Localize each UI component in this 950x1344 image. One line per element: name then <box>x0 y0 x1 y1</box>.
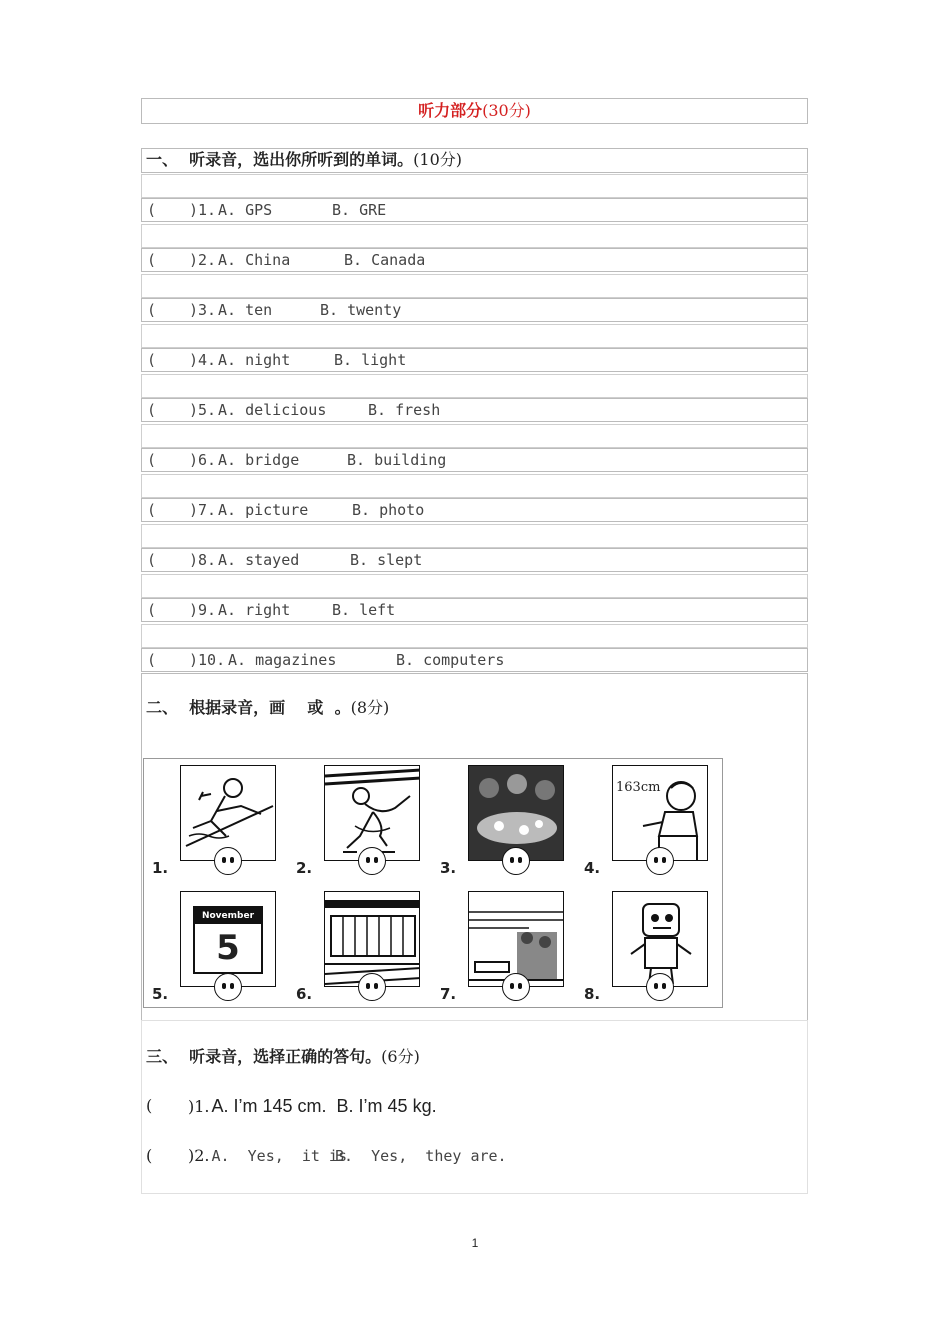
option-a: A. picture <box>218 501 309 519</box>
row-spacer <box>141 374 808 398</box>
question-row <box>141 198 808 222</box>
picture-item-7 <box>432 885 572 1005</box>
item-number: )6. <box>189 451 217 469</box>
picture-item-3 <box>432 759 572 879</box>
option-a: A. I’m 145 cm. <box>211 1096 327 1116</box>
picture-label: 8. <box>584 985 601 1003</box>
row-spacer <box>141 424 808 448</box>
option-a: A. magazines <box>228 651 337 669</box>
row-spacer <box>141 274 808 298</box>
part1-heading <box>146 149 462 171</box>
question-row <box>141 348 808 372</box>
item-number: )1. <box>188 1097 210 1116</box>
part2-heading <box>146 697 389 719</box>
question-row <box>141 648 808 672</box>
option-a: A. Yes, it is <box>211 1147 347 1165</box>
item-number: )1. <box>189 201 217 219</box>
face-icon[interactable] <box>502 973 530 1001</box>
question-row <box>141 548 808 572</box>
picture-item-8 <box>576 885 716 1005</box>
option-a: A. GPS <box>218 201 273 219</box>
answer-blank[interactable]: ( <box>147 451 157 469</box>
part2-points: (8分) <box>350 698 390 717</box>
option-a: A. delicious <box>218 401 327 419</box>
item-number: )9. <box>189 601 217 619</box>
option-b: B. left <box>332 601 396 619</box>
face-icon[interactable] <box>358 973 386 1001</box>
section-title <box>141 98 808 124</box>
option-b: B. photo <box>352 501 425 519</box>
section-title-text: 听力部分 <box>418 101 483 120</box>
picture-item-6 <box>288 885 428 1005</box>
option-b: B. twenty <box>320 301 402 319</box>
answer-blank[interactable]: ( <box>147 201 157 219</box>
item-number: )4. <box>189 351 217 369</box>
picture-label: 1. <box>152 859 169 877</box>
picture-label: 6. <box>296 985 313 1003</box>
part1-heading-text: 一、 听录音，选出你所听到的单词。 <box>146 150 414 169</box>
option-b: B. GRE <box>332 201 387 219</box>
answer-blank[interactable]: ( <box>147 601 157 619</box>
option-b: B. computers <box>396 651 505 669</box>
option-b: B. building <box>347 451 447 469</box>
item-number: )7. <box>189 501 217 519</box>
option-b: B. I’m 45 kg. <box>336 1096 437 1116</box>
question-row <box>141 248 808 272</box>
calendar-day: 5 <box>216 928 240 968</box>
option-a: A. right <box>218 601 291 619</box>
row-spacer <box>141 524 808 548</box>
item-number: )3. <box>189 301 217 319</box>
picture-item-1 <box>144 759 284 879</box>
item-number: )2. <box>188 1146 210 1165</box>
part2-heading-text: 二、 根据录音，画 或 。 <box>146 698 351 717</box>
answer-blank[interactable]: ( <box>147 651 157 669</box>
option-a: A. China <box>218 251 291 269</box>
item-number: )10. <box>189 651 226 669</box>
row-spacer <box>141 624 808 648</box>
picture-grid <box>143 758 723 1008</box>
part3-heading <box>146 1046 420 1068</box>
face-icon[interactable] <box>358 847 386 875</box>
answer-blank[interactable]: ( <box>147 401 157 419</box>
picture-item-5 <box>144 885 284 1005</box>
answer-blank[interactable]: ( <box>146 1096 153 1115</box>
option-a: A. bridge <box>218 451 300 469</box>
row-spacer <box>141 174 808 198</box>
option-a: A. stayed <box>218 551 300 569</box>
picture-item-2 <box>288 759 428 879</box>
answer-blank[interactable]: ( <box>147 251 157 269</box>
question-row <box>141 498 808 522</box>
question-row <box>141 398 808 422</box>
row-spacer <box>141 224 808 248</box>
part1-points: (10分) <box>413 150 463 169</box>
option-b: B. slept <box>350 551 423 569</box>
picture-label: 2. <box>296 859 313 877</box>
part3-points: (6分) <box>381 1047 420 1066</box>
answer-blank[interactable]: ( <box>146 1146 153 1165</box>
option-a: A. night <box>218 351 291 369</box>
part3-heading-text: 三、 听录音，选择正确的答句。 <box>146 1047 382 1066</box>
answer-blank[interactable]: ( <box>147 301 157 319</box>
question-row <box>141 448 808 472</box>
option-b: B. Yes, they are. <box>334 1147 507 1165</box>
option-a: A. ten <box>218 301 273 319</box>
picture-label: 3. <box>440 859 457 877</box>
face-icon[interactable] <box>214 973 242 1001</box>
row-spacer <box>141 324 808 348</box>
face-icon[interactable] <box>646 973 674 1001</box>
face-icon[interactable] <box>646 847 674 875</box>
picture-label: 5. <box>152 985 169 1003</box>
part1-heading-box <box>141 148 808 173</box>
question-row <box>141 298 808 322</box>
option-b: B. Canada <box>344 251 426 269</box>
item-number: )5. <box>189 401 217 419</box>
face-icon[interactable] <box>502 847 530 875</box>
picture-item-4 <box>576 759 716 879</box>
height-caption: 163cm <box>616 780 661 795</box>
question-row <box>141 598 808 622</box>
answer-blank[interactable]: ( <box>147 351 157 369</box>
option-b: B. fresh <box>368 401 441 419</box>
row-spacer <box>141 474 808 498</box>
section-title-points: (30分) <box>482 101 531 120</box>
option-b: B. light <box>334 351 407 369</box>
answer-blank[interactable]: ( <box>147 551 157 569</box>
answer-blank[interactable]: ( <box>147 501 157 519</box>
item-number: )8. <box>189 551 217 569</box>
calendar-month: November <box>195 908 261 924</box>
page-number: 1 <box>471 1236 479 1250</box>
item-number: )2. <box>189 251 217 269</box>
face-icon[interactable] <box>214 847 242 875</box>
row-spacer <box>141 574 808 598</box>
picture-label: 7. <box>440 985 457 1003</box>
picture-label: 4. <box>584 859 601 877</box>
